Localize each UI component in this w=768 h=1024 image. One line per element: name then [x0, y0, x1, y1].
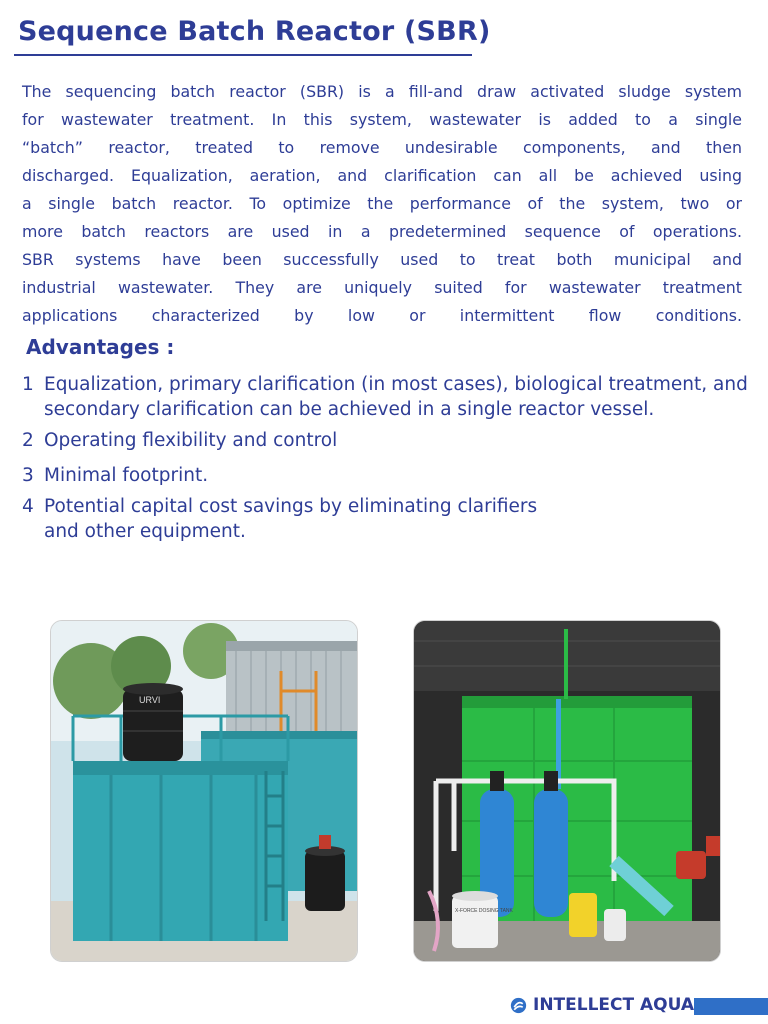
intro-line: more batch reactors are used in a predetermined sequence of operations. — [22, 222, 742, 241]
intro-line: The sequencing batch reactor (SBR) is a fill-and draw activated sludge system — [22, 82, 742, 101]
tank-brand-label: URVI — [139, 695, 161, 705]
brand-logo-icon — [510, 997, 527, 1014]
advantage-item — [22, 494, 544, 544]
intro-line: industrial wastewater. They are uniquely suited for wastewater treatment — [22, 278, 742, 297]
intro-line: a single batch reactor. To optimize the performance of the system, two or — [22, 194, 742, 213]
advantages-heading: Advantages : — [26, 335, 175, 359]
advantage-number: 2 — [22, 430, 34, 451]
footer-accent-bar — [694, 998, 768, 1015]
dosing-drum-label: X-FORCE DOSING TANK — [455, 908, 513, 914]
advantages-list — [22, 372, 752, 544]
photo-sbr-teal-tank — [50, 620, 358, 962]
advantage-number: 1 — [22, 374, 34, 395]
brand-mark — [510, 995, 694, 1015]
intro-line: “batch” reactor, treated to remove undesirable components, and then — [22, 138, 742, 157]
intro-paragraph — [22, 78, 742, 330]
title-underline — [14, 54, 472, 56]
advantage-text: Potential capital cost savings by eliminating clarifiers and other equipment. — [44, 496, 538, 542]
advantage-item — [22, 372, 752, 422]
advantage-number: 3 — [22, 465, 34, 486]
photo-sbr-green-tank — [413, 620, 721, 962]
intro-line: for wastewater treatment. In this system, wastewater is added to a single — [22, 110, 742, 129]
intro-line: applications characterized by low or intermittent flow conditions. — [22, 306, 742, 325]
intro-line: SBR systems have been successfully used to treat both municipal and — [22, 250, 742, 269]
intro-line: discharged. Equalization, aeration, and clarification can all be achieved using — [22, 166, 742, 185]
advantage-item — [22, 463, 752, 488]
advantage-text: Operating flexibility and control — [44, 430, 338, 451]
advantage-text: Minimal footprint. — [44, 465, 209, 486]
advantage-text: Equalization, primary clarification (in most cases), biological treatment, and secondary clarification can be achieved in a single reactor vessel. — [44, 374, 748, 420]
page-title: Sequence Batch Reactor (SBR) — [18, 16, 491, 47]
brand-name: INTELLECT AQUA — [533, 995, 695, 1015]
advantage-item — [22, 428, 752, 453]
advantage-number: 4 — [22, 496, 34, 517]
